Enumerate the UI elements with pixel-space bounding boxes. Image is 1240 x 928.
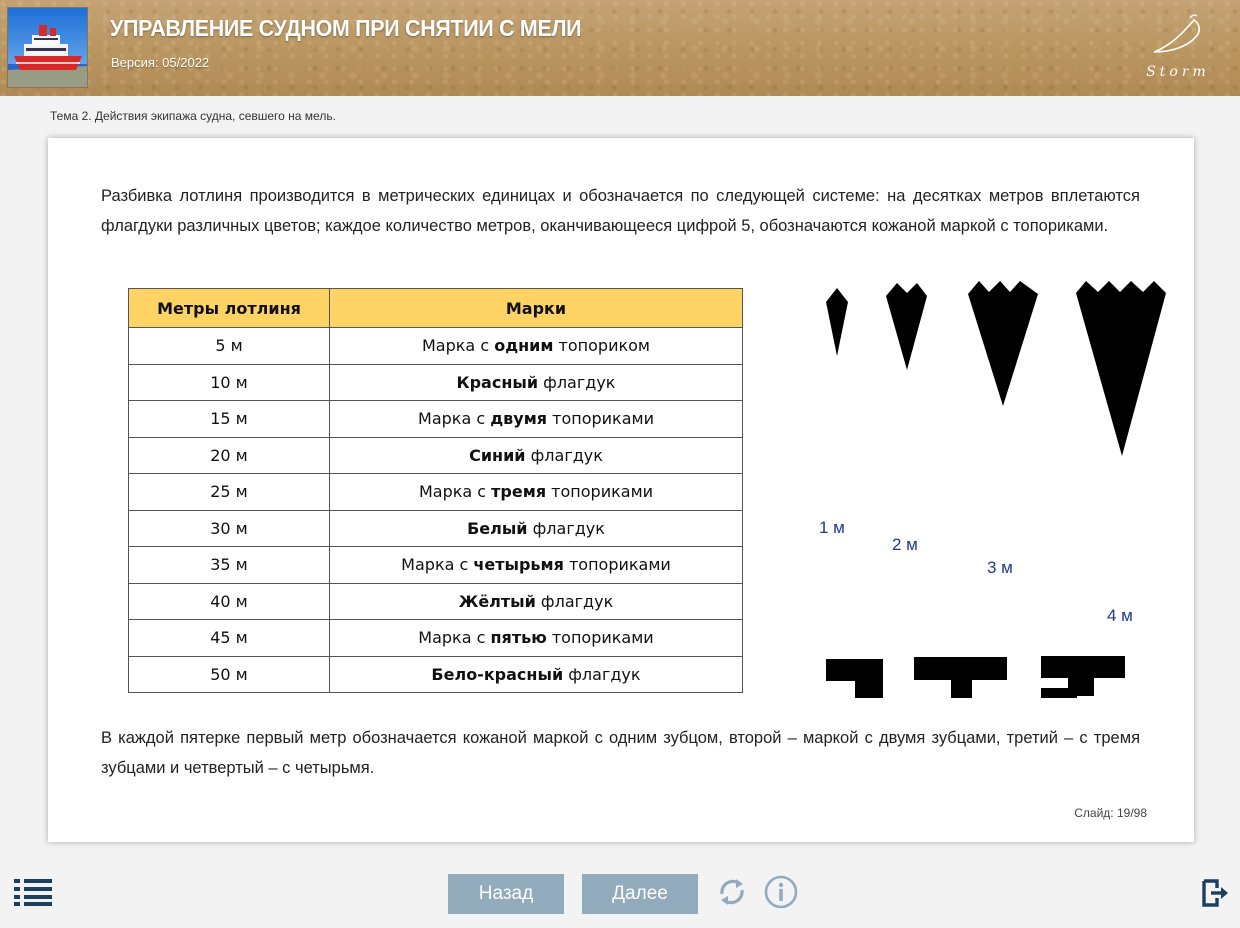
mark-text-post: топориками xyxy=(546,628,654,648)
mark-3m-icon xyxy=(968,281,1038,406)
table-body xyxy=(129,328,743,693)
mark-cell xyxy=(330,547,743,584)
mark-text-post: топориками xyxy=(546,482,654,502)
next-button[interactable]: Далее xyxy=(582,874,698,914)
mark-text-bold: Белый xyxy=(467,518,528,538)
mark-2m-icon xyxy=(886,283,927,370)
mark-5m-icon xyxy=(826,659,883,698)
mark-text-post: флагдук xyxy=(525,445,603,465)
mark-cell xyxy=(330,401,743,438)
label-4m: 4 м xyxy=(1107,606,1133,625)
mark-15m-icon xyxy=(914,657,1007,698)
meters-cell: 15 м xyxy=(129,401,330,438)
mark-cell xyxy=(330,364,743,401)
mark-text-post: флагдук xyxy=(527,518,605,538)
topic-breadcrumb: Тема 2. Действия экипажа судна, севшего на мель. xyxy=(50,109,336,123)
mark-cell xyxy=(330,474,743,511)
exit-icon[interactable] xyxy=(1201,878,1231,908)
mark-text-post: флагдук xyxy=(563,664,641,684)
reload-icon[interactable] xyxy=(714,874,750,910)
mark-text-post: топориком xyxy=(553,336,650,356)
mark-text-post: флагдук xyxy=(535,591,614,611)
mark-text-bold: двумя xyxy=(490,409,548,429)
mark-text-post: флагдук xyxy=(538,372,616,392)
mark-text-bold: Синий xyxy=(469,445,526,465)
mark-25m-icon xyxy=(1041,656,1125,698)
mark-text-bold: четырьмя xyxy=(473,555,564,575)
course-logo xyxy=(7,7,88,88)
header-bar xyxy=(0,0,1240,96)
table-row xyxy=(129,474,743,511)
mark-text-pre: Марка с xyxy=(418,628,491,648)
meters-cell: 5 м xyxy=(129,328,330,365)
mark-cell xyxy=(330,583,743,620)
storm-logo xyxy=(1138,12,1218,82)
mark-cell xyxy=(330,328,743,365)
slide-counter: Слайд: 19/98 xyxy=(1074,806,1147,820)
slide-card xyxy=(48,138,1194,842)
mark-text-post: топориками xyxy=(563,555,671,575)
mark-text-pre: Марка с xyxy=(418,482,492,502)
mark-text-pre: Марка с xyxy=(422,336,495,356)
table-row xyxy=(129,656,743,693)
mark-text-post: топориками xyxy=(547,409,654,429)
mark-1m-icon xyxy=(826,288,848,356)
meters-cell: 20 м xyxy=(129,437,330,474)
menu-list-icon[interactable] xyxy=(14,878,52,906)
storm-logo-text: Storm xyxy=(1146,64,1210,80)
meters-cell: 50 м xyxy=(129,656,330,693)
lead-line-marks-table xyxy=(128,288,743,693)
meters-cell: 10 м xyxy=(129,364,330,401)
mark-text-bold: Красный xyxy=(456,372,539,392)
mark-cell xyxy=(330,620,743,657)
label-2m: 2 м xyxy=(892,535,918,554)
table-row xyxy=(129,510,743,547)
intro-paragraph: Разбивка лотлиня производится в метрических единицах и обозначается по следующей системе: на десятках метров вплетаются флагдуки различных цветов; каждое количество метров, оканчивающееся цифрой 5, обозначаются кожаной маркой с топориками. xyxy=(101,187,1140,235)
meters-cell: 25 м xyxy=(129,474,330,511)
column-header-marks: Марки xyxy=(330,289,743,328)
meters-cell: 45 м xyxy=(129,620,330,657)
mark-text-pre: Марка с xyxy=(401,555,474,575)
column-header-meters: Метры лотлиня xyxy=(129,289,330,328)
label-1m: 1 м xyxy=(819,518,845,537)
mark-text-bold: одним xyxy=(494,336,554,356)
table-row xyxy=(129,328,743,365)
meters-cell: 35 м xyxy=(129,547,330,584)
meters-cell: 30 м xyxy=(129,510,330,547)
mark-text-pre: Марка с xyxy=(418,409,491,429)
mark-cell xyxy=(330,510,743,547)
back-button[interactable]: Назад xyxy=(448,874,564,914)
label-3m: 3 м xyxy=(987,558,1013,577)
mark-text-bold: пятью xyxy=(490,628,547,648)
table-row xyxy=(129,401,743,438)
marks-figures-svg xyxy=(768,278,1168,698)
mark-cell xyxy=(330,656,743,693)
icebreaker-ship-icon xyxy=(8,8,87,87)
table-row xyxy=(129,620,743,657)
meters-cell: 40 м xyxy=(129,583,330,620)
mark-text-bold: Жёлтый xyxy=(458,591,536,611)
course-title: УПРАВЛЕНИЕ СУДНОМ ПРИ СНЯТИИ С МЕЛИ xyxy=(110,15,582,41)
table-row xyxy=(129,583,743,620)
course-version: Версия: 05/2022 xyxy=(111,55,210,70)
marks-figures xyxy=(768,278,1168,698)
table-row xyxy=(129,437,743,474)
mark-text-bold: Бело-красный xyxy=(431,664,564,684)
table-header-row xyxy=(129,289,743,328)
mark-text-bold: тремя xyxy=(491,482,547,502)
mark-cell xyxy=(330,437,743,474)
outro-paragraph: В каждой пятерке первый метр обозначается кожаной маркой с одним зубцом, второй – маркой с двумя зубцами, третий – с тремя зубцами и четвертый – с четырьмя. xyxy=(101,729,1140,777)
info-icon[interactable] xyxy=(763,874,799,910)
table-row xyxy=(129,547,743,584)
table-row xyxy=(129,364,743,401)
mark-4m-icon xyxy=(1076,281,1166,456)
